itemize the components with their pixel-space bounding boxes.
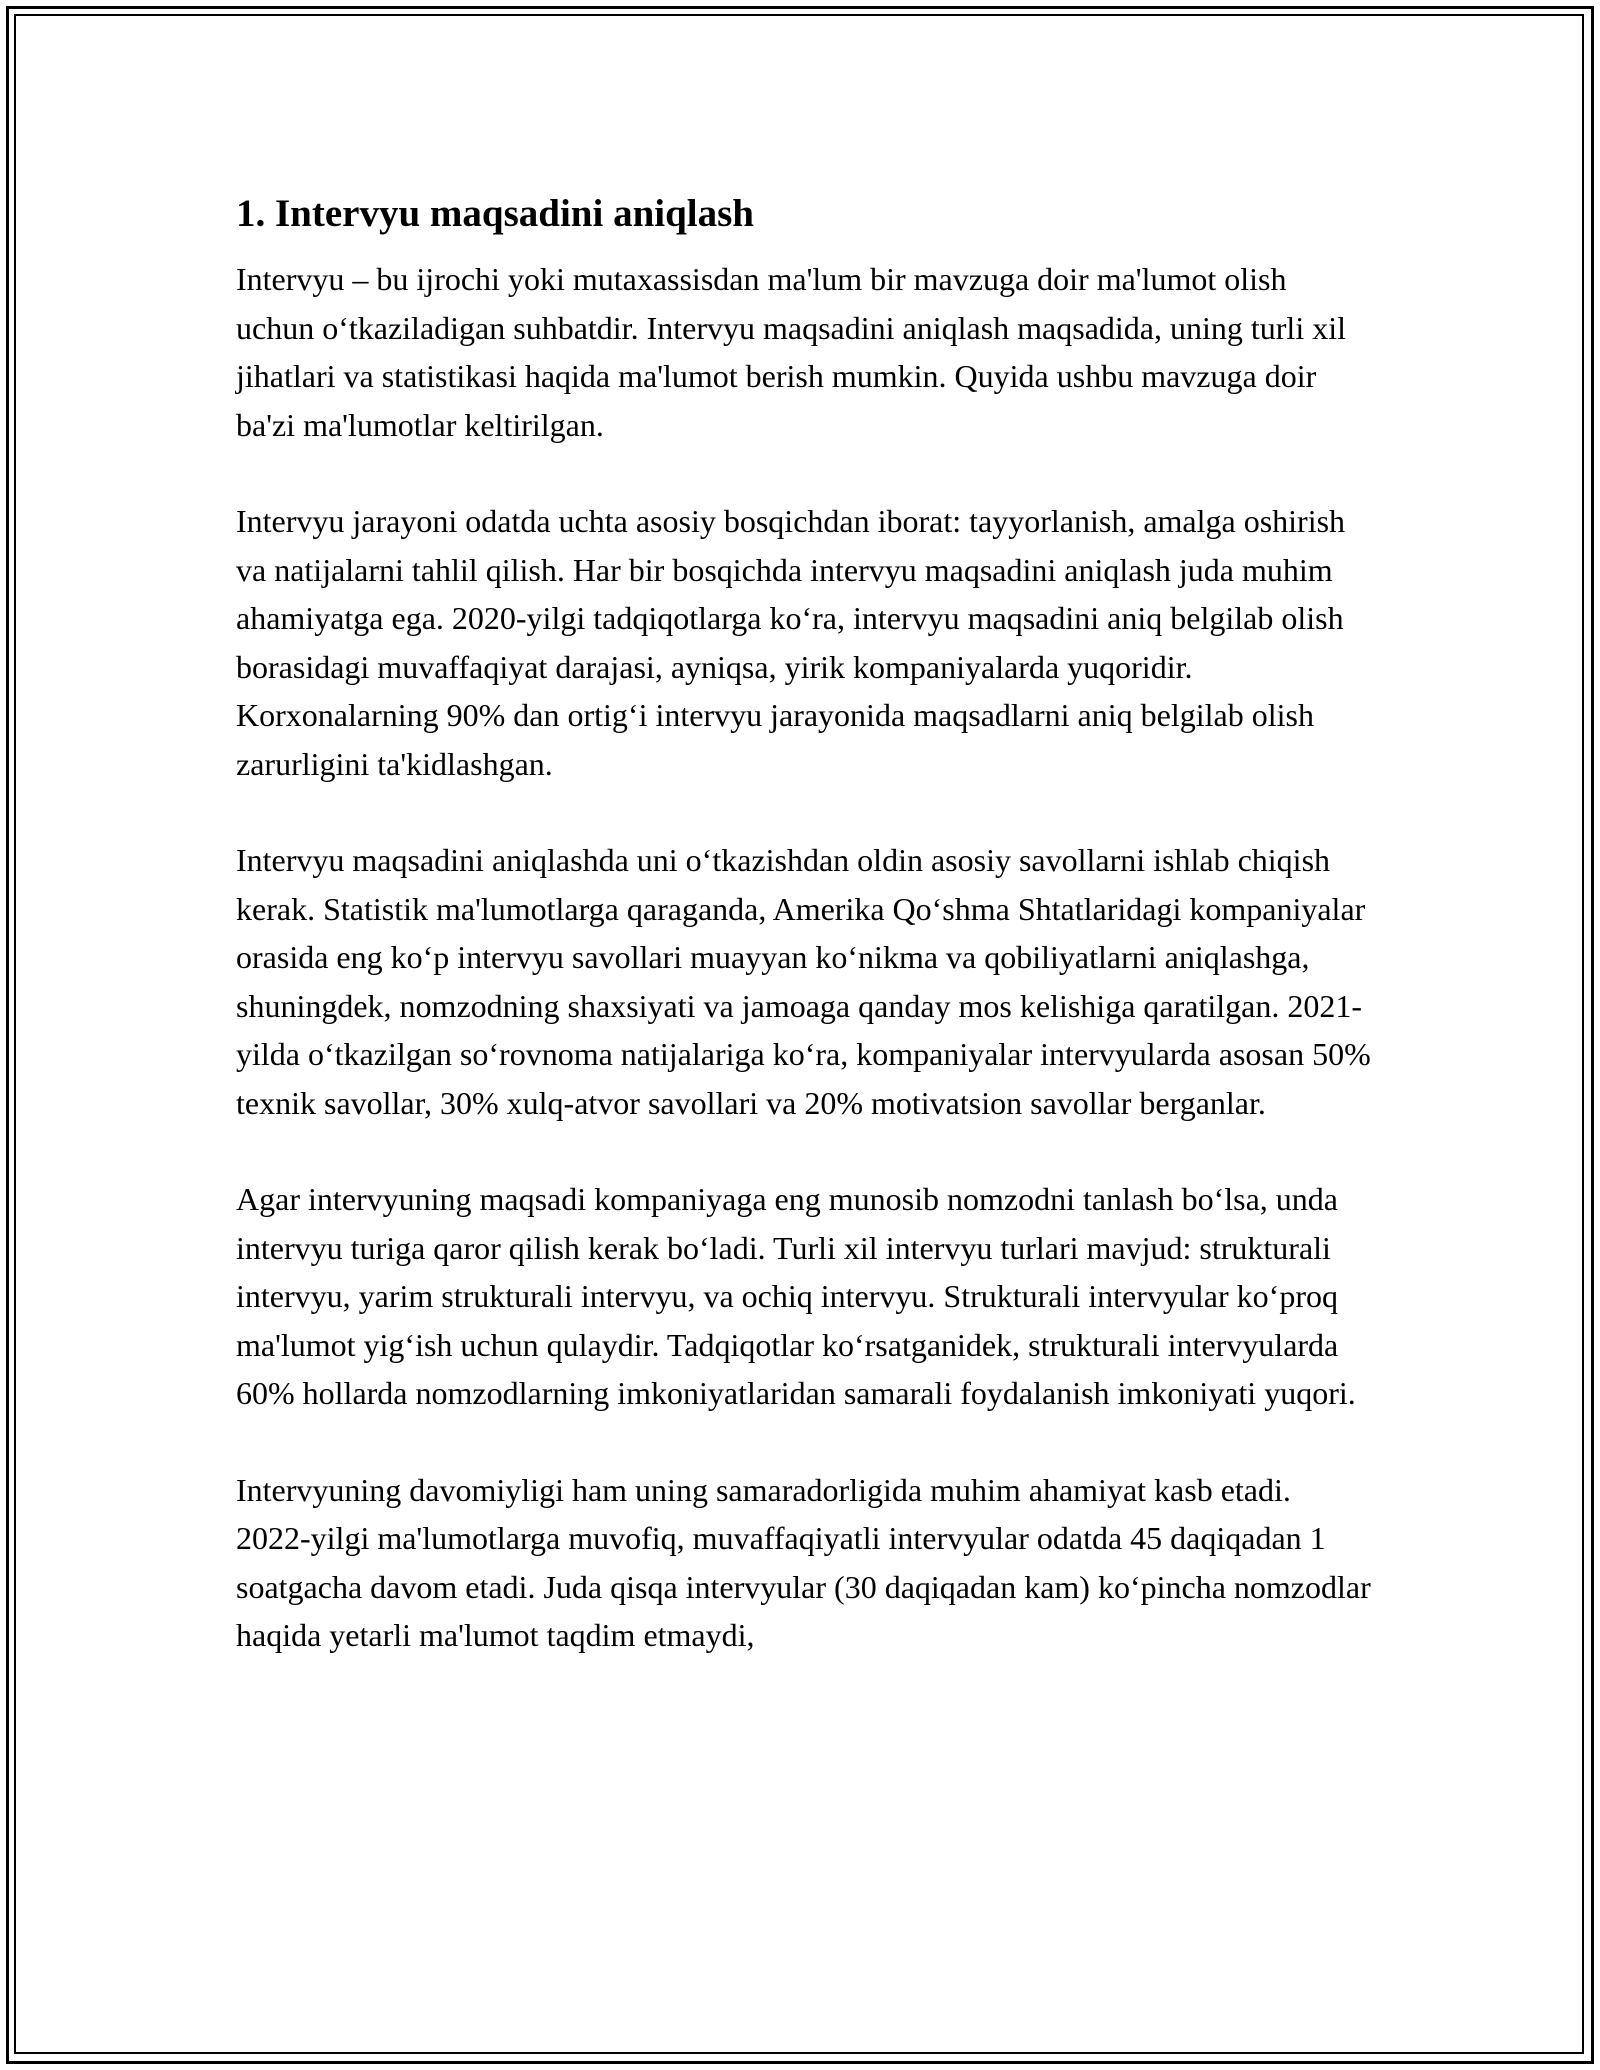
document-body [236, 186, 1372, 1708]
paragraph-stages: Intervyu jarayoni odatda uchta asosiy bosqichdan iborat: tayyorlanish, amalga oshirish va natijalarni tahlil qilish. Har bir bosqichda intervyu maqsadini aniqlash juda muhim ahamiyatga ega. 2020-yilgi tadqiqotlarga koʻra, intervyu maqsadini aniq belgilab olish borasidagi muvaffaqiyat darajasi, ayniqsa, yirik kompaniyalarda yuqoridir. Korxonalarning 90% dan ortigʻi intervyu jarayonida maqsadlarni aniq belgilab olish zarurligini ta'kidlashgan. [236, 503, 1346, 782]
paragraph-interview-types: Agar intervyuning maqsadi kompaniyaga eng munosib nomzodni tanlash boʻlsa, unda intervyu turiga qaror qilish kerak boʻladi. Turli xil intervyu turlari mavjud: strukturali intervyu, yarim strukturali intervyu, va ochiq intervyu. Strukturali intervyular koʻproq ma'lumot yigʻish uchun qulaydir. Tadqiqotlar koʻrsatganidek, strukturali intervyularda 60% hollarda nomzodlarning imkoniyatlaridan samarali foydalanish imkoniyati yuqori. [236, 1181, 1356, 1411]
paragraph-duration: Intervyuning davomiyligi ham uning samaradorligida muhim ahamiyat kasb etadi. 2022-yilgi ma'lumotlarga muvofiq, muvaffaqiyatli intervyular odatda 45 daqiqadan 1 soatgacha davom etadi. Juda qisqa intervyular (30 daqiqadan kam) koʻpincha nomzodlar haqida yetarli ma'lumot taqdim etmaydi, [236, 1471, 1371, 1653]
paragraph-questions: Intervyu maqsadini aniqlashda uni oʻtkazishdan oldin asosiy savollarni ishlab chiqish kerak. Statistik ma'lumotlarga qaraganda, Amerika Qoʻshma Shtatlaridagi kompaniyalar orasida eng koʻp intervyu savollari muayyan koʻnikma va qobiliyatlarni aniqlashga, shuningdek, nomzodning shaxsiyati va jamoaga qanday mos kelishiga qaratilgan. 2021-yilda oʻtkazilgan soʻrovnoma natijalariga koʻra, kompaniyalar intervyularda asosan 50% texnik savollar, 30% xulq-atvor savollari va 20% motivatsion savollar berganlar. [236, 842, 1371, 1121]
section-heading: 1. Intervyu maqsadini aniqlash [236, 192, 754, 235]
paragraph-intro: Intervyu – bu ijrochi yoki mutaxassisdan ma'lum bir mavzuga doir ma'lumot olish uchun oʻtkaziladigan suhbatdir. Intervyu maqsadini aniqlash maqsadida, uning turli xil jihatlari va statistikasi haqida ma'lumot berish mumkin. Quyida ushbu mavzuga doir ba'zi ma'lumotlar keltirilgan. [236, 261, 1346, 443]
